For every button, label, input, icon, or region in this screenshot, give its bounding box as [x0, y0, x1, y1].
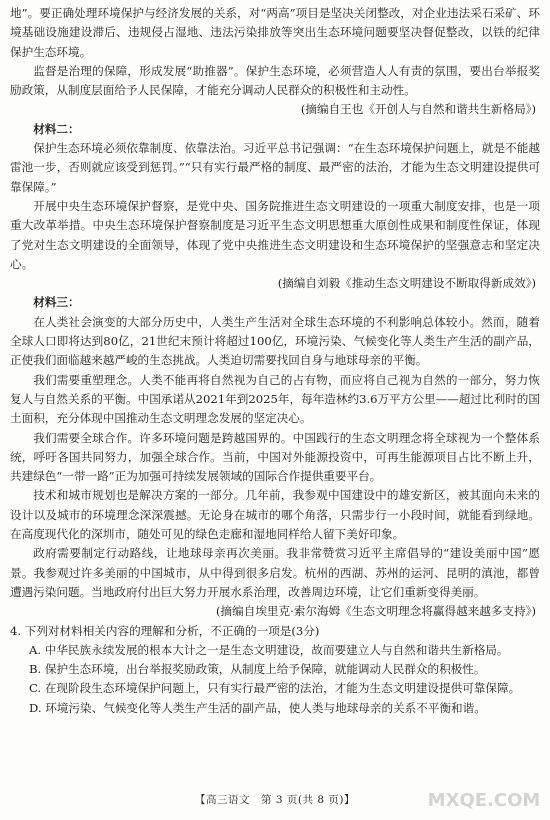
paragraph-supervision: 监督是治理的保障，形成发展“助推器”。保护生态环境，必须营造人人有责的氛围，要出台举报奖励政策，从制度层面给予人民保障，才能充分调动人民群众的积极性和主动性。 — [10, 63, 540, 98]
material-3-paragraph-4: 技术和城市规划也是解决方案的一部分。几年前，我参观中国建设中的雄安新区，被其面向未来的设计以及城市的环境理念深深震撼。无论身在城市的哪个角落，只需步行一小段时间，就能看到绿地。在高度现代化的深圳市，随处可见的绿色走廊和湿地同样给人留下美好印象。 — [10, 488, 540, 542]
material-2-paragraph-2: 开展中央生态环境保护督察，是党中央、国务院推进生态文明建设的一项重大制度安排，也是一项重大改革举措。中央生态环境保护督察制度是习近平生态文明思想重大原创性成果和制度性保证，体现了党对生态文明建设的全面领导，体现了党中央推进生态文明建设和生态环境保护的坚强意志和坚定决心。 — [10, 198, 540, 271]
question-4-option-d: D. 环境污染、气候变化等人类生产生活的副产品，使人类与地球母亲的关系不平衡和谐。 — [29, 700, 486, 715]
material-3-paragraph-3: 我们需要全球合作。许多环境问题是跨越国界的。中国践行的生态文明理念将全球视为一个整体系统，呼吁各国共同努力，加强全球合作。当前，中国对外能源投资中，可再生能源项目占比不断上升，共建绿色“一带一路”正为加强可持续发展领域的国际合作提供重要平台。 — [10, 430, 540, 484]
material-2-heading: 材料二： — [33, 121, 80, 136]
page-footer: 【高三语文 第 3 页(共 8 页)】 — [195, 794, 355, 806]
paragraph-continued: 地”。要正确处理环境保护与经济发展的关系，对“两高”项目是坚决关闭整改，对企业违法采石采矿、环境基础设施建设滞后、违规侵占湿地、违法污染排放等突出生态环境问题要坚决督促整改，以铁的纪律保护生态环境。 — [10, 6, 540, 59]
source-citation-3: (摘编自埃里克·索尔海姆《生态文明理念将赢得越来越多支持》) — [216, 604, 536, 619]
question-4-stem: 4. 下列对材料相关内容的理解和分析，不正确的一项是(3分) — [10, 623, 320, 638]
watermark-text: MXQE.COM — [427, 790, 541, 811]
page-body — [10, 4, 540, 718]
material-3-heading: 材料三： — [33, 295, 80, 310]
material-3-paragraph-5: 政府需要制定行动路线，让地球母亲再次美丽。我非常赞赏习近平主席倡导的“建设美丽中国”愿景。我参观过许多美丽的中国城市，从中得到很多启发。杭州的西湖、苏州的运河、昆明的滇池，都曾遭遇污染问题。当地政府付出巨大努力开展水系治理，改善周边环境，让它们重新变得美丽。 — [10, 546, 540, 599]
material-2-paragraph-1: 保护生态环境必须依靠制度、依靠法治。习近平总书记强调：“在生态环境保护问题上，就是不能越雷池一步，否则就应该受到惩罚。”“只有实行最严格的制度、最严密的法治，才能为生态文明建设提供可靠保障。” — [10, 141, 540, 194]
question-4-option-b: B. 保护生态环境，出台举报奖励政策，从制度上给予保障，就能调动人民群众的积极性。 — [29, 662, 486, 677]
material-3-paragraph-1: 在人类社会演变的大部分历史中，人类生产生活对全球生态环境的不利影响总体较小。然而，随着全球人口即将达到80亿，21世纪末预计将超过100亿，环境污染、气候变化等人类生产生活的副产品，正使我们面临越来越严峻的生态挑战。人类迫切需要找回自身与地球母亲的平衡。 — [10, 314, 540, 368]
watermark-logo-icon — [424, 782, 544, 816]
question-4-option-a: A. 中华民族永续发展的根本大计之一是生态文明建设，故而要建立人与自然和谐共生新格局。 — [29, 642, 509, 657]
material-3-paragraph-2: 我们需要重塑理念。人类不能再将自然视为自己的占有物，而应将自己视为自然的一部分，努力恢复人与自然关系的平衡。中国承诺从2021年到2025年，每年造林约3.6万平方公里——超过比利时的国土面积，充分体现中国推动生态文明理念发展的坚定决心。 — [10, 372, 540, 426]
source-citation-1: (摘编自王也《开创人与自然和谐共生新格局》) — [300, 102, 536, 117]
source-citation-2: (摘编自刘毅《推动生态文明建设不断取得新成效》) — [277, 276, 536, 291]
question-4-option-c: C. 在现阶段生态环境保护问题上，只有实行最严密的法治，才能为生态文明建设提供可靠保障。 — [29, 681, 521, 696]
